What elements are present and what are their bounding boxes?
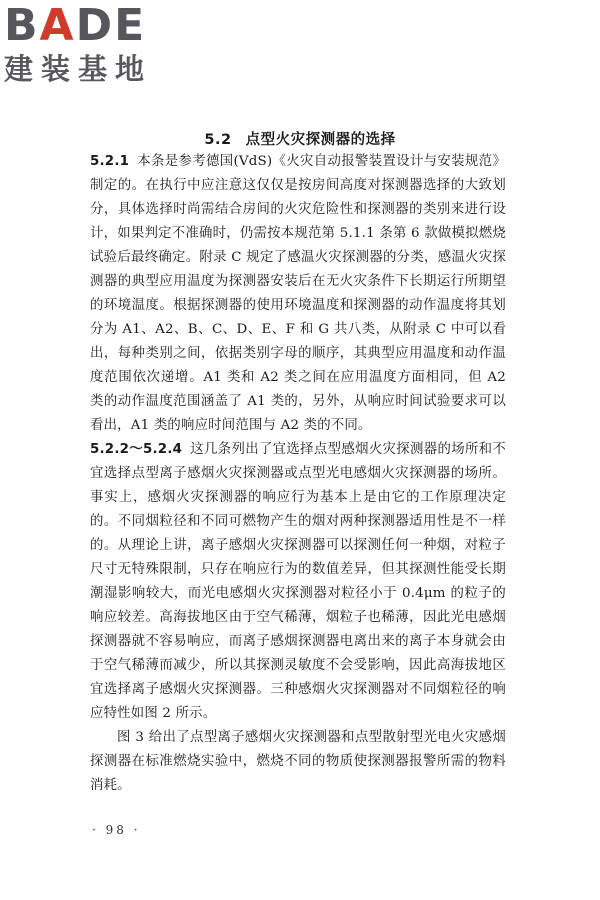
clause-number: 5.2.1 [90,154,130,169]
page-number: · 98 · [92,823,141,837]
document-body [90,150,506,798]
logo-accent-letter: A [39,0,76,51]
section-title: 点型火灾探测器的选择 [245,132,396,148]
paragraph-5-2-2 [90,438,506,726]
paragraph-5-2-1 [90,150,506,438]
paragraph-text: 本条是参考德国(VdS)《火灾自动报警装置设计与安装规范》制定的。在执行中应注意这仅仅是按房间高度对探测器选择的大致划分，具体选择时尚需结合房间的火灾危险性和探测器的类别来进行设计，如果判定不准确时，仍需按本规范第 5.1.1 条第 6 款做模拟燃烧试验后最终确定。附录 C 规定了感温火灾探测器的分类，感温火灾探测器的典型应用温度为探测器安装后在无火灾条件下长期运行所期望的环境温度。根据探测器的使用环境温度和探测器的动作温度将其划分为 A1、A2、B、C、D、E、F 和 G 共八类，从附录 C 中可以看出，每种类别之间，依据类别字母的顺序，其典型应用温度和动作温度范围依次递增。A1 类和 A2 类之间在应用温度方面相同，但 A2 类的动作温度范围涵盖了 A1 类的，另外，从响应时间试验要求可以看出，A1 类的响应时间范围与 A2 类的不同。 [90,154,506,433]
section-heading [0,128,600,149]
section-number: 5.2 [204,132,232,148]
paragraph-text: 这几条列出了宜选择点型感烟火灾探测器的场所和不宜选择点型离子感烟火灾探测器或点型光电感烟火灾探测器的场所。事实上，感烟火灾探测器的响应行为基本上是由它的工作原理决定的。不同烟粒径和不同可燃物产生的烟对两种探测器适用性是不一样的。从理论上讲，离子感烟火灾探测器可以探测任何一种烟，对粒子尺寸无特殊限制，只存在响应行为的数值差异，但其探测性能受长期潮湿影响较大，而光电感烟火灾探测器对粒径小于 0.4μm 的粒子的响应较差。高海拔地区由于空气稀薄，烟粒子也稀薄，因此光电感烟探测器就不容易响应，而离子感烟探测器电离出来的离子本身就会由于空气稀薄而减少，所以其探测灵敏度不会受影响，因此高海拔地区宜选择离子感烟火灾探测器。三种感烟火灾探测器对不同烟粒径的响应特性如图 2 所示。 [90,442,507,721]
logo-subtitle: 建装基地 [4,52,153,86]
paragraph-text: 图 3 给出了点型离子感烟火灾探测器和点型散射型光电火灾感烟探测器在标准燃烧实验中，燃烧不同的物质使探测器报警所需的物料消耗。 [90,730,506,793]
logo-letter: DE [75,0,147,51]
logo-wordmark [4,0,174,51]
logo-letter: B [4,0,40,51]
brand-logo [4,0,174,86]
clause-number: 5.2.2～5.2.4 [90,442,183,457]
paragraph-figure-3 [90,726,506,798]
